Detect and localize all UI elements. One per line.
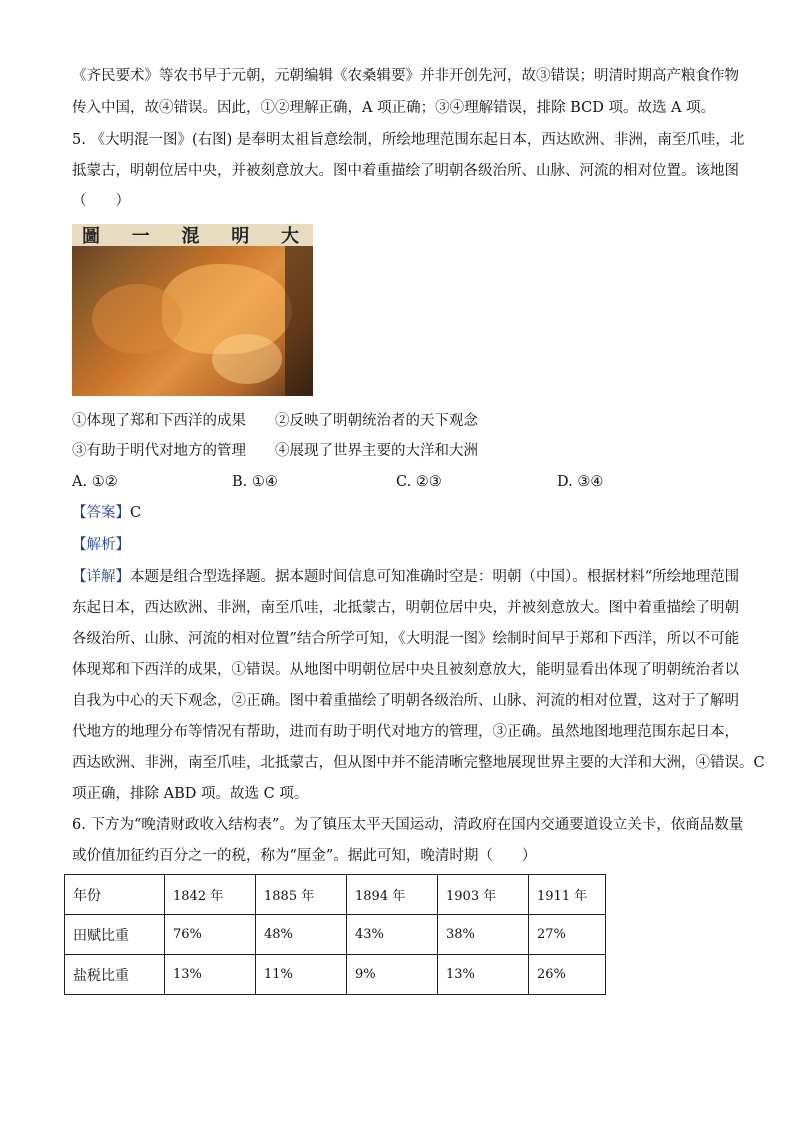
detail-line-3: 各级治所、山脉、河流的相对位置”结合所学可知，《大明混一图》绘制时间早于郑和下西洋，所以不可能 <box>72 631 740 647</box>
table-header-row <box>65 875 606 915</box>
detail-line-6: 代地方的地理分布等情况有帮助，进而有助于明代对地方的管理，③正确。虽然地图地理范围东起日本， <box>72 724 739 740</box>
detail-text: 本题是组合型选择题。据本题时间信息可知准确时空是：明朝（中国）。根据材料“所绘地理范围 <box>130 569 740 585</box>
answer-line <box>72 503 141 523</box>
choice-c: C. ②③ <box>396 474 442 490</box>
table-cell: 田赋比重 <box>65 915 165 955</box>
option-row-2: ③有助于明代对地方的管理 ④展现了世界主要的大洋和大洲 <box>72 443 478 459</box>
table-cell: 1911 年 <box>529 875 606 915</box>
map-edge-shade <box>285 246 313 396</box>
question-6-line-2: 或价值加征约百分之一的税，称为“厘金”。据此可知，晚清时期（ ） <box>72 848 537 864</box>
da-ming-hun-yi-tu-map-image <box>72 224 313 396</box>
detail-line-1 <box>72 567 739 587</box>
text-line-2: 传入中国，故④错误。因此，①②理解正确，A 项正确；③④理解错误，排除 BCD 项。故选 A 项。 <box>72 100 716 116</box>
choice-d: D. ③④ <box>557 474 604 490</box>
detail-line-8: 项正确，排除 ABD 项。故选 C 项。 <box>72 786 309 802</box>
table-row <box>65 915 606 955</box>
map-land-shape <box>212 334 282 384</box>
answer-label: 【答案】 <box>72 505 130 521</box>
map-title-char: 大 <box>281 226 299 247</box>
table-row <box>65 955 606 995</box>
table-cell: 48% <box>256 915 347 955</box>
detail-label: 【详解】 <box>72 569 130 585</box>
table-cell: 43% <box>347 915 438 955</box>
detail-line-4: 体现郑和下西洋的成果，①错误。从地图中明朝位居中央且被刻意放大，能明显看出体现了明朝统治者以 <box>72 662 739 678</box>
analysis-label: 【解析】 <box>72 537 130 553</box>
table-cell: 盐税比重 <box>65 955 165 995</box>
table-cell: 9% <box>347 955 438 995</box>
map-title-band <box>72 224 313 246</box>
map-title-char: 一 <box>131 226 150 247</box>
table-cell: 1903 年 <box>438 875 529 915</box>
question-5-bracket: （ ） <box>72 193 130 209</box>
table-cell: 76% <box>165 915 256 955</box>
finance-structure-table <box>64 874 606 995</box>
option-row-1: ①体现了郑和下西洋的成果 ②反映了明朝统治者的天下观念 <box>72 413 478 429</box>
table-cell: 1842 年 <box>165 875 256 915</box>
table-cell: 27% <box>529 915 606 955</box>
answer-value: C <box>130 505 142 521</box>
table-cell: 13% <box>165 955 256 995</box>
question-6-line-1: 6. 下方为“晚清财政收入结构表”。为了镇压太平天国运动，清政府在国内交通要道设立关卡，依商品数量 <box>72 817 744 833</box>
table-cell: 11% <box>256 955 347 995</box>
question-5-line-2: 抵蒙古，明朝位居中央，并被刻意放大。图中着重描绘了明朝各级治所、山脉、河流的相对位置。该地图 <box>72 163 739 179</box>
table-cell: 26% <box>529 955 606 995</box>
choice-a: A. ①② <box>72 474 118 490</box>
table-cell: 1894 年 <box>347 875 438 915</box>
table-cell: 13% <box>438 955 529 995</box>
choice-b: B. ①④ <box>232 474 278 490</box>
table-cell: 38% <box>438 915 529 955</box>
detail-line-7: 西达欧洲、非洲，南至爪哇，北抵蒙古，但从图中并不能清晰完整地展现世界主要的大洋和大洲，④错误。C <box>72 755 765 771</box>
table-cell: 年份 <box>65 875 165 915</box>
map-title-char: 圖 <box>82 226 100 247</box>
text-line-1: 《齐民要术》等农书早于元朝，元朝编辑《农桑辑要》并非开创先河，故③错误；明清时期高产粮食作物 <box>72 68 739 84</box>
map-land-shape <box>92 284 182 354</box>
question-5-line-1: 5. 《大明混一图》(右图) 是奉明太祖旨意绘制，所绘地理范围东起日本，西达欧洲、非洲，南至爪哇，北 <box>72 132 745 148</box>
detail-line-5: 自我为中心的天下观念，②正确。图中着重描绘了明朝各级治所、山脉、河流的相对位置，这对于了解明 <box>72 693 739 709</box>
map-title-char: 混 <box>181 226 200 247</box>
detail-line-2: 东起日本，西达欧洲、非洲，南至爪哇，北抵蒙古，明朝位居中央，并被刻意放大。图中着重描绘了明朝 <box>72 600 739 616</box>
table-cell: 1885 年 <box>256 875 347 915</box>
map-title-char: 明 <box>231 226 250 247</box>
